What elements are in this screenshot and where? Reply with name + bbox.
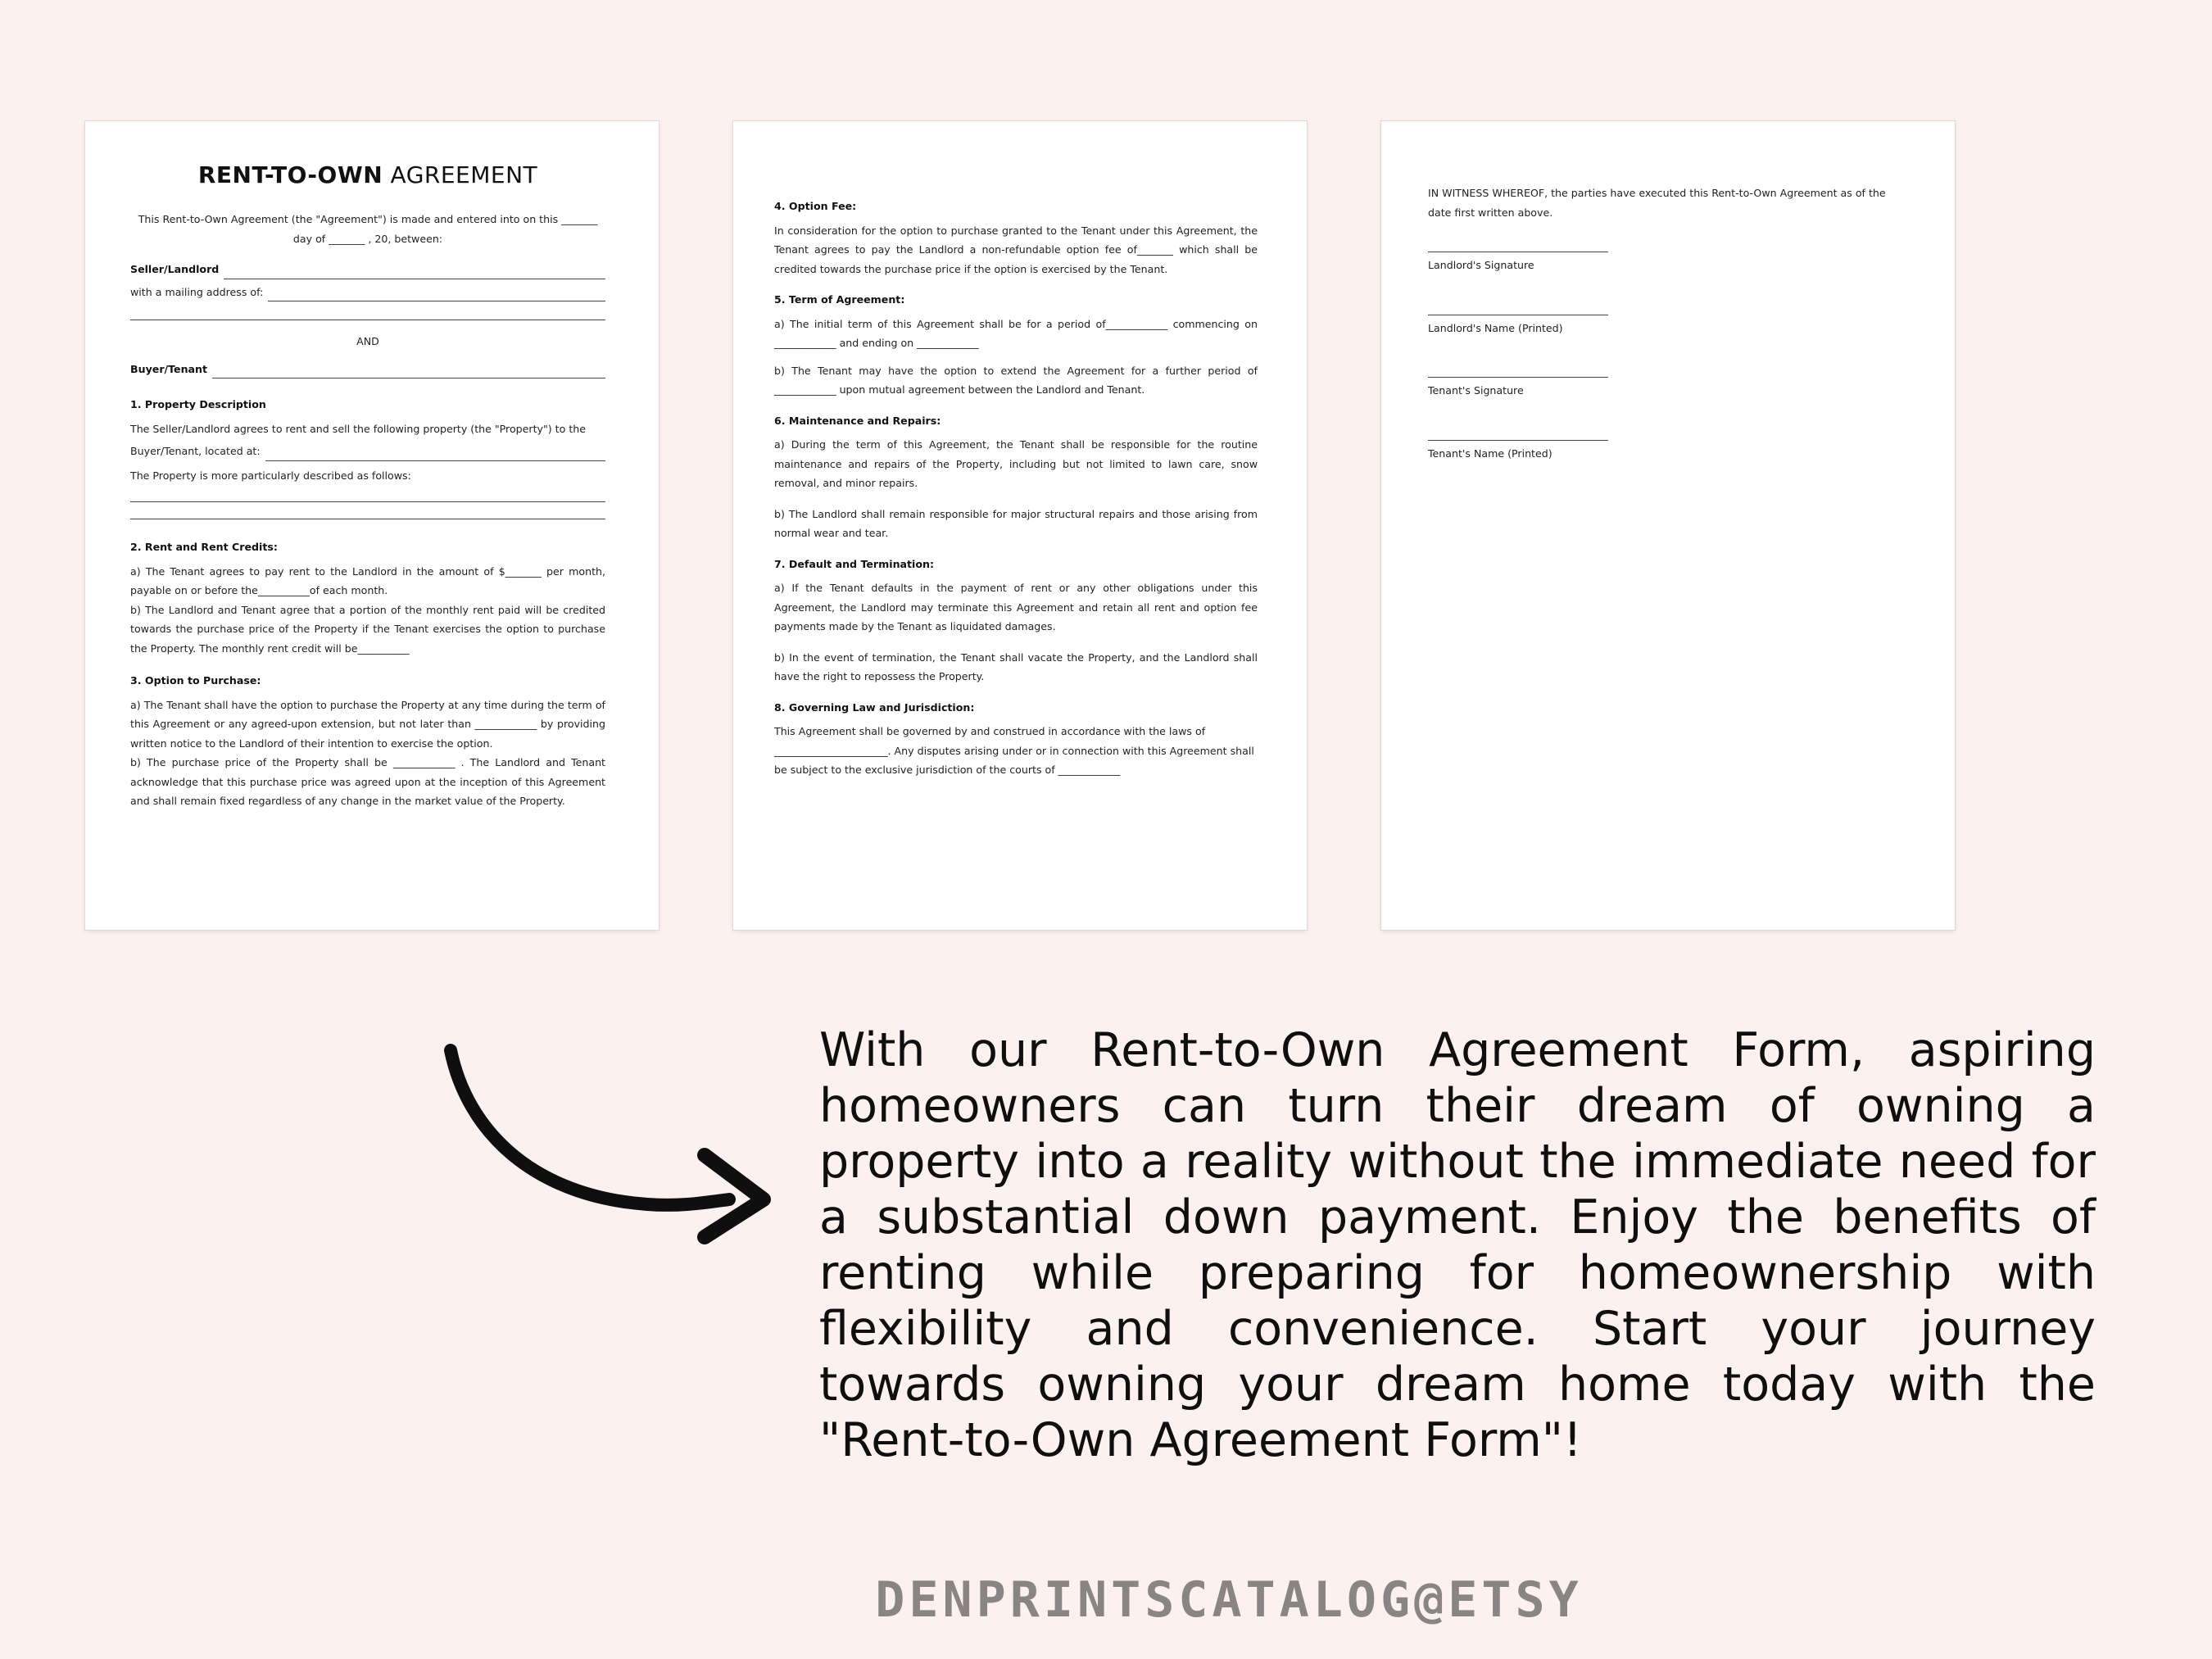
tenant-signature-label: Tenant's Signature	[1428, 384, 1524, 397]
mailing-row	[130, 283, 605, 302]
section-2-title: 2. Rent and Rent Credits:	[130, 541, 278, 553]
curved-arrow-icon	[434, 1040, 778, 1253]
buyer-blank	[212, 365, 605, 378]
section-1-text-1: The Seller/Landlord agrees to rent and sell the following property (the "Property") to the	[130, 422, 586, 435]
located-label: Buyer/Tenant, located at:	[130, 445, 261, 457]
section-5-title: 5. Term of Agreement:	[774, 293, 905, 306]
document-page-3	[1381, 121, 1955, 930]
section-1-text-2: The Property is more particularly described as follows:	[130, 469, 411, 482]
seller-label: Seller/Landlord	[130, 263, 220, 275]
mailing-blank	[268, 288, 605, 301]
section-3-title: 3. Option to Purchase:	[130, 674, 261, 687]
description-blank-1	[130, 487, 605, 502]
section-1-title: 1. Property Description	[130, 398, 266, 410]
section-8-title: 8. Governing Law and Jurisdiction:	[774, 700, 975, 714]
tenant-name-label: Tenant's Name (Printed)	[1428, 446, 1552, 460]
section-4-text: In consideration for the option to purchase granted to the Tenant under this Agreement, the Tenant agrees to pay the Landlord a non-refundable option fee of_______ which shall be credited towards the purchase price if the option is exercised by the Tenant.	[774, 224, 1258, 275]
description-blank-2	[130, 504, 605, 519]
address-blank	[130, 305, 605, 320]
signature-line-3	[1428, 359, 1608, 378]
located-blank	[265, 447, 605, 461]
document-title: RENT-TO-OWN AGREEMENT	[197, 161, 538, 188]
section-6-a: a) During the term of this Agreement, the Tenant shall be responsible for the routine maintenance and repairs of the Property, including but not limited to lawn care, snow removal, and minor repairs.	[774, 438, 1258, 489]
section-7-a: a) If the Tenant defaults in the payment of rent or any other obligations under this Agreement, the Landlord may terminate this Agreement and retain all rent and option fee payments made by the Tenant as liquidated damages.	[774, 582, 1258, 632]
section-6-b: b) The Landlord shall remain responsible for major structural repairs and those arising from normal wear and tear.	[774, 507, 1258, 539]
shop-watermark: DENPRINTSCATALOG@ETSY	[875, 1571, 1583, 1629]
promo-tagline: With our Rent-to-Own Agreement Form, aspiring homeowners can turn their dream of owning a property into a reality without the immediate need for a substantial down payment. Enjoy the benefits of renting while preparing for homeownership with flexibility and convenience. Start your journey towards owning your dream home today with the "Rent-to-Own Agreement Form"!	[819, 1023, 2096, 1467]
signature-line-1	[1428, 233, 1608, 252]
section-4-title: 4. Option Fee:	[774, 200, 857, 212]
and-label: AND	[356, 335, 379, 347]
section-7-b: b) In the event of termination, the Tenant shall vacate the Property, and the Landlord shall have the right to repossess the Property.	[774, 650, 1258, 682]
mailing-label: with a mailing address of:	[130, 285, 264, 298]
section-3-a: a) The Tenant shall have the option to purchase the Property at any time during the term of this Agreement or any agreed-upon extension, but not later than ____________ by providing written notice to the Landlord of their intention to exercise the option.	[130, 698, 605, 750]
section-7-title: 7. Default and Termination:	[774, 557, 935, 570]
buyer-row	[130, 360, 605, 379]
section-8-text: This Agreement shall be governed by and construed in accordance with the laws of ______________________. Any disputes arising under or in connection with this Agreement shall be subject to the exclusive jurisdiction of the courts of ____________	[774, 725, 1254, 776]
signature-line-4	[1428, 422, 1608, 441]
section-5-a: a) The initial term of this Agreement shall be for a period of____________ commencing on ____________ and ending on ____________	[774, 317, 1258, 349]
section-6-title: 6. Maintenance and Repairs:	[774, 414, 941, 427]
section-3-b: b) The purchase price of the Property shall be ____________ . The Landlord and Tenant acknowledge that this purchase price was agreed upon at the inception of this Agreement and shall remain fixed regardless of any change in the market value of the Property.	[130, 756, 605, 807]
section-2-a: a) The Tenant agrees to pay rent to the Landlord in the amount of $_______ per month, payable on or before the__________of each month.	[130, 564, 605, 596]
seller-blank	[224, 265, 605, 279]
document-page-2	[733, 121, 1307, 930]
intro-line-1: This Rent-to-Own Agreement (the "Agreement") is made and entered into on this _______	[138, 213, 598, 225]
document-page-1	[85, 121, 659, 930]
landlord-name-label: Landlord's Name (Printed)	[1428, 321, 1563, 334]
section-2-b: b) The Landlord and Tenant agree that a portion of the monthly rent paid will be credited towards the purchase price of the Property if the Tenant exercises the option to purchase the Property. The monthly rent credit will be__________	[130, 603, 605, 655]
seller-row	[130, 260, 605, 279]
witness-text: IN WITNESS WHEREOF, the parties have executed this Rent-to-Own Agreement as of the date first written above.	[1428, 187, 1886, 219]
section-5-b: b) The Tenant may have the option to extend the Agreement for a further period of ____________ upon mutual agreement between the Landlord and Tenant.	[774, 364, 1258, 396]
located-row	[130, 442, 605, 461]
intro-line-2: day of _______ , 20, between:	[292, 232, 443, 245]
signature-line-2	[1428, 297, 1608, 315]
buyer-label: Buyer/Tenant	[130, 362, 208, 375]
landlord-signature-label: Landlord's Signature	[1428, 259, 1534, 271]
